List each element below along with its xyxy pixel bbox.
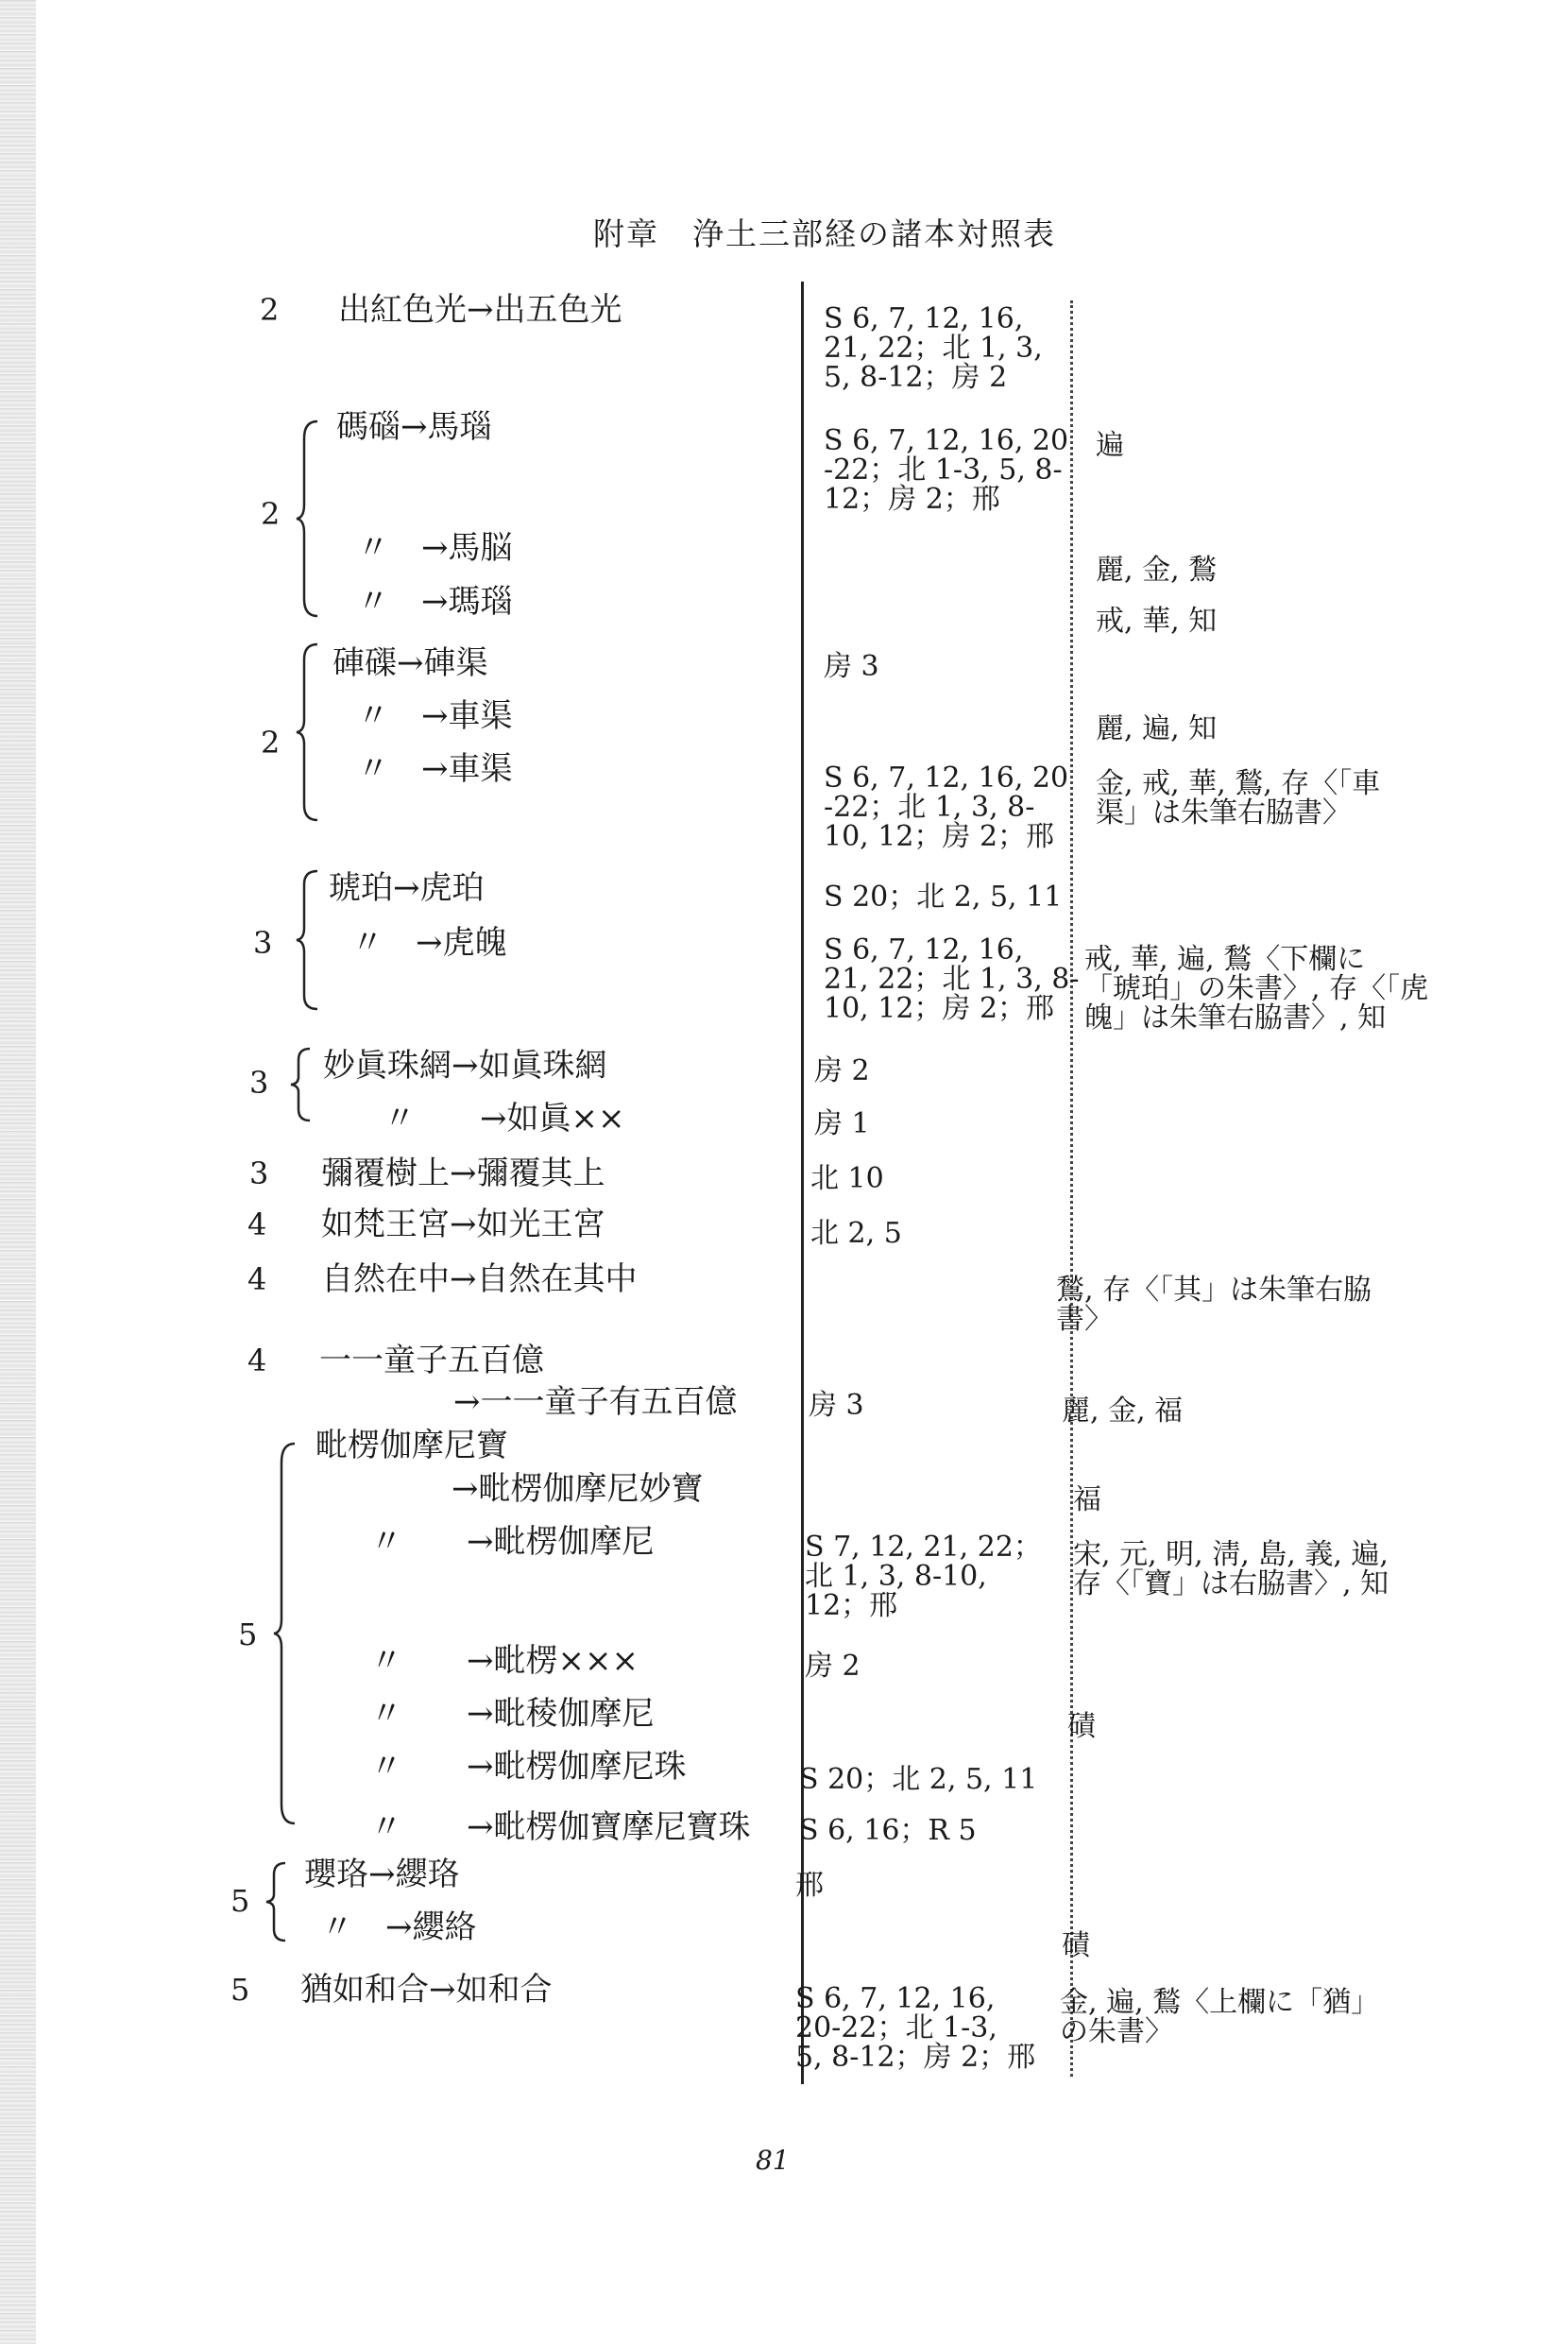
variant-text: 自然在中→自然在其中 (321, 1260, 638, 1298)
source-list: 房 1 (814, 1107, 870, 1140)
edition-note: 遍 (1096, 429, 1124, 462)
variant-text: →一一童子有五百億 (453, 1383, 738, 1421)
edition-note: 鶖, 存〈「其」は朱筆右脇 書〉 (1056, 1274, 1372, 1336)
edition-note: 戒, 華, 知 (1096, 605, 1218, 638)
edition-note: 金, 戒, 華, 鶖, 存〈「車 渠」は朱筆右脇書〉 (1096, 767, 1381, 830)
source-list: S 6, 7, 12, 16, 20 -22；北 1, 3, 8- 10, 12；房 2；邢 (824, 761, 1069, 853)
source-list: S 20；北 2, 5, 11 (824, 881, 1063, 914)
edition-note: 磧 (1062, 1929, 1090, 1962)
source-list: S 20；北 2, 5, 11 (799, 1763, 1038, 1796)
variant-text: 〃 →虎魄 (351, 924, 507, 962)
row-number: 3 (249, 1155, 269, 1191)
variant-text: 一一童子五百億 (319, 1342, 544, 1379)
row-number: 3 (253, 925, 273, 961)
variant-text: 妙眞珠網→如眞珠網 (323, 1047, 607, 1085)
source-list: S 6, 7, 12, 16, 21, 22；北 1, 3, 8- 10, 12；房 2；邢 (824, 933, 1080, 1025)
variant-text: 毗楞伽摩尼寶 (315, 1427, 508, 1464)
variant-text: 瓔珞→纓珞 (304, 1856, 460, 1893)
row-number: 2 (260, 292, 280, 328)
edition-note: 麗, 金, 鶖 (1096, 554, 1218, 587)
variant-text: 〃 →瑪瑙 (357, 583, 513, 621)
source-list: S 6, 7, 12, 16, 20-22；北 1-3, 5, 8-12；房 2；邢 (795, 1982, 1036, 2074)
scan-edge (0, 0, 36, 2344)
page-header: 附章 浄土三部経の諸本対照表 (593, 215, 1056, 252)
row-number: 2 (261, 496, 281, 532)
source-list: S 6, 16；R 5 (799, 1814, 977, 1847)
row-number: 4 (247, 1343, 267, 1378)
edition-note: 福 (1073, 1483, 1101, 1516)
brace (295, 869, 323, 1011)
variant-text: 〃 →纓絡 (321, 1908, 477, 1946)
variant-text: 〃 →毗楞伽寶摩尼寶珠 (370, 1808, 751, 1846)
variant-text: 彌覆樹上→彌覆其上 (321, 1155, 605, 1192)
variant-text: 碼碯→馬瑙 (336, 408, 492, 446)
column-rule-dotted (1070, 300, 1073, 2077)
row-number: 5 (238, 1617, 258, 1652)
variant-text: 硨磲→硨渠 (332, 644, 488, 682)
row-number: 5 (230, 1883, 250, 1919)
edition-note: 磧 (1067, 1710, 1096, 1743)
variant-text: 〃 →毗楞××× (370, 1642, 639, 1680)
variant-text: 〃 →毗楞伽摩尼 (370, 1523, 655, 1561)
source-list: 房 3 (824, 650, 879, 683)
source-list: S 6, 7, 12, 16, 20 -22；北 1-3, 5, 8- 12；房 2；邢 (824, 424, 1069, 516)
variant-text: →毗楞伽摩尼妙寶 (452, 1470, 704, 1508)
edition-note: 麗, 遍, 知 (1096, 712, 1218, 745)
variant-text: 〃 →毗稜伽摩尼 (370, 1695, 655, 1733)
brace (295, 642, 323, 822)
variant-text: 琥珀→虎珀 (329, 869, 485, 907)
edition-note: 金, 遍, 鶖〈上欄に「猶」 の朱書〉 (1060, 1986, 1380, 2048)
source-list: 北 2, 5 (810, 1217, 902, 1250)
variant-text: 〃 →車渠 (357, 697, 513, 735)
brace (295, 419, 323, 618)
edition-note: 麗, 金, 福 (1062, 1394, 1184, 1428)
source-list: 北 10 (810, 1162, 884, 1195)
variant-text: 猶如和合→如和合 (300, 1971, 553, 2009)
row-number: 3 (249, 1065, 269, 1101)
brace (264, 1861, 291, 1942)
variant-text: 〃 →馬脳 (357, 529, 513, 567)
source-list: 房 2 (814, 1054, 870, 1087)
row-number: 5 (230, 1972, 250, 2008)
source-list: S 6, 7, 12, 16, 21, 22；北 1, 3, 5, 8-12；房 2 (824, 302, 1043, 394)
brace (289, 1047, 315, 1122)
variant-text: 出紅色光→出五色光 (338, 291, 622, 329)
row-number: 4 (247, 1206, 267, 1242)
source-list: 邢 (795, 1869, 824, 1902)
source-list: 房 2 (805, 1650, 861, 1683)
variant-text: 如梵王宮→如光王宮 (321, 1206, 605, 1243)
edition-note: 宋, 元, 明, 淸, 島, 義, 遍, 存〈「寶」は右脇書〉, 知 (1073, 1538, 1389, 1600)
row-number: 4 (247, 1261, 267, 1297)
page-number: 81 (756, 2145, 790, 2176)
variant-text: 〃 →如眞×× (383, 1100, 625, 1138)
variant-text: 〃 →毗楞伽摩尼珠 (370, 1748, 687, 1786)
variant-text: 〃 →車渠 (357, 750, 513, 788)
row-number: 2 (261, 725, 281, 761)
edition-note: 戒, 華, 遍, 鶖〈下欄に 「琥珀」の朱書〉, 存〈「虎 魄」は朱筆右脇書〉, 知 (1084, 943, 1429, 1035)
brace (272, 1442, 300, 1825)
source-list: 房 3 (809, 1389, 864, 1422)
source-list: S 7, 12, 21, 22； 北 1, 3, 8-10, 12；邢 (805, 1531, 1042, 1622)
